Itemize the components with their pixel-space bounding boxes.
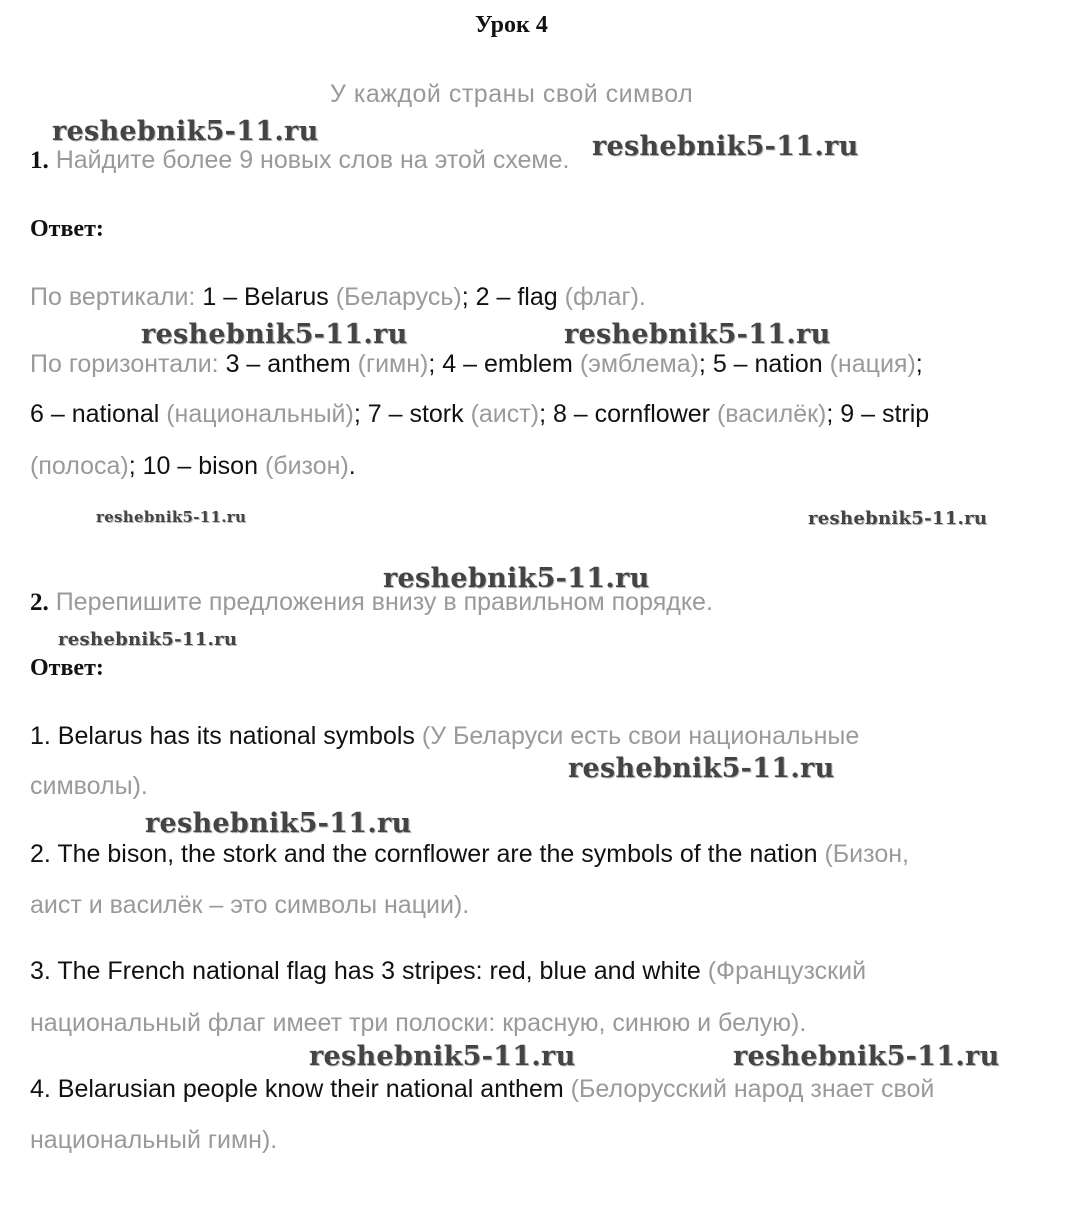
watermark: reshebnik5-11.ru xyxy=(58,629,238,650)
watermark: reshebnik5-11.ru xyxy=(568,753,835,784)
watermark: reshebnik5-11.ru xyxy=(309,1041,576,1072)
translation-9: (полоса) xyxy=(30,452,129,480)
sentence-4-en: 4. Belarusian people know their national anthem xyxy=(30,1075,564,1103)
separator-5: ; xyxy=(915,350,923,378)
translation-3: (гимн) xyxy=(357,350,429,378)
word-1: 1 – Belarus xyxy=(202,283,329,311)
lesson-subtitle: У каждой страны свой символ xyxy=(330,80,694,108)
task1-horizontal-line-2 xyxy=(30,400,929,429)
lesson-title: Урок 4 xyxy=(475,12,548,38)
task2-number: 2. xyxy=(30,589,49,616)
watermark: reshebnik5-11.ru xyxy=(141,319,408,350)
sentence-4-ru-a: (Белорусский народ знает свой xyxy=(570,1075,935,1103)
sentence-1-line-a xyxy=(30,722,859,751)
task2-answer-label: Ответ: xyxy=(30,655,104,681)
word-10: ; 10 – bison xyxy=(128,452,258,480)
task1-answer-label: Ответ: xyxy=(30,216,104,242)
watermark: reshebnik5-11.ru xyxy=(564,319,831,350)
task1-number: 1. xyxy=(30,147,49,174)
sentence-2-line-a xyxy=(30,840,909,869)
word-6: 6 – national xyxy=(30,400,160,428)
word-4: ; 4 – emblem xyxy=(428,350,573,378)
sentence-1-ru-a: (У Беларуси есть свои национальные xyxy=(421,722,860,750)
horizontal-prefix: По горизонтали: xyxy=(30,350,219,378)
task1-heading xyxy=(30,146,569,175)
translation-5: (нация) xyxy=(829,350,916,378)
watermark: reshebnik5-11.ru xyxy=(383,563,650,594)
sentence-2-ru-a: (Бизон, xyxy=(824,840,909,868)
sentence-3-ru-b: национальный флаг имеет три полоски: красную, синюю и белую). xyxy=(30,1009,807,1037)
word-5: ; 5 – nation xyxy=(698,350,823,378)
translation-10: (бизон) xyxy=(264,452,349,480)
task1-instruction: Найдите более 9 новых слов на этой схеме. xyxy=(55,146,570,174)
translation-8: (василёк) xyxy=(716,400,827,428)
watermark: reshebnik5-11.ru xyxy=(592,131,859,162)
vertical-prefix: По вертикали: xyxy=(30,283,196,311)
sentence-1-ru-b: символы). xyxy=(30,772,148,800)
watermark: reshebnik5-11.ru xyxy=(96,508,247,526)
watermark: reshebnik5-11.ru xyxy=(145,808,412,839)
word-7: ; 7 – stork xyxy=(353,400,464,428)
translation-6: (национальный) xyxy=(166,400,354,428)
translation-4: (эмблема) xyxy=(579,350,699,378)
sentence-3-en: 3. The French national flag has 3 stripes: red, blue and white xyxy=(30,957,701,985)
sentence-1-en: 1. Belarus has its national symbols xyxy=(30,722,415,750)
sentence-3-ru-a: (Французский xyxy=(707,957,867,985)
translation-1: (Беларусь) xyxy=(335,283,462,311)
sentence-2-en: 2. The bison, the stork and the cornflower are the symbols of the nation xyxy=(30,840,818,868)
translation-7: (аист) xyxy=(470,400,540,428)
word-8: ; 8 – cornflower xyxy=(539,400,710,428)
sentence-3-line-a xyxy=(30,957,866,986)
task2-instruction: Перепишите предложения внизу в правильном порядке. xyxy=(55,588,713,616)
task1-horizontal-line-3 xyxy=(30,452,356,481)
watermark: reshebnik5-11.ru xyxy=(52,116,319,147)
watermark: reshebnik5-11.ru xyxy=(733,1041,1000,1072)
task1-horizontal-line-1 xyxy=(30,350,923,379)
watermark: reshebnik5-11.ru xyxy=(808,508,988,529)
sentence-4-ru-b: национальный гимн). xyxy=(30,1126,278,1154)
word-9: ; 9 – strip xyxy=(826,400,930,428)
translation-2: (флаг). xyxy=(564,283,646,311)
sentence-2-ru-b: аист и василёк – это символы нации). xyxy=(30,891,470,919)
sentence-4-line-a xyxy=(30,1075,934,1104)
line-end: . xyxy=(348,452,356,480)
word-3: 3 – anthem xyxy=(225,350,351,378)
word-2: ; 2 – flag xyxy=(461,283,558,311)
task1-vertical-line xyxy=(30,283,646,312)
